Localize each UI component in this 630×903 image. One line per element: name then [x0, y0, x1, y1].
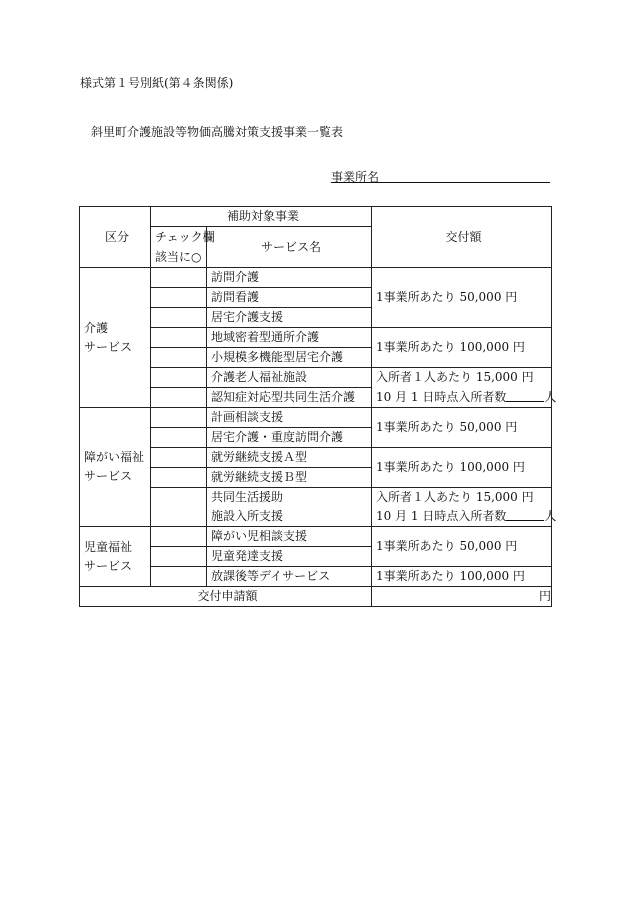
check-column-header	[151, 227, 215, 268]
check-cell[interactable]	[151, 388, 207, 408]
amount-cell: 入所者１人あたり 15,000 円	[372, 368, 552, 388]
resident-count-field[interactable]	[506, 389, 544, 402]
amount-cell: 1事業所あたり 100,000 円	[372, 567, 552, 587]
service-name: 居宅介護支援	[207, 308, 372, 328]
form-number: 様式第１号別紙(第４条関係)	[80, 76, 234, 90]
check-cell[interactable]	[151, 547, 207, 567]
category-label: サービス	[84, 469, 133, 483]
subsidy-table	[79, 206, 557, 607]
service-name: 訪問看護	[207, 288, 372, 308]
amount-cell: 入所者１人あたり 15,000 円	[372, 488, 552, 508]
check-cell[interactable]	[151, 448, 207, 468]
category-jido	[80, 527, 151, 587]
service-name: 共同生活援助	[207, 488, 372, 508]
target-business-header: 補助対象事業	[151, 207, 372, 227]
persons-unit: 人	[544, 509, 557, 523]
service-name: 計画相談支援	[207, 408, 372, 428]
service-name: 介護老人福祉施設	[207, 368, 372, 388]
service-name: 児童発達支援	[207, 547, 372, 567]
service-name: 障がい児相談支援	[207, 527, 372, 547]
amount-header: 交付額	[372, 207, 552, 268]
category-label: 障がい福祉	[84, 450, 145, 464]
check-cell[interactable]	[151, 527, 207, 547]
check-cell[interactable]	[151, 308, 207, 328]
category-label: サービス	[84, 339, 133, 354]
yen-unit: 円	[539, 589, 552, 603]
amount-cell: 1事業所あたり 50,000 円	[372, 527, 552, 567]
check-cell[interactable]	[151, 268, 207, 288]
total-amount-field[interactable]	[372, 587, 552, 607]
category-label: 児童福祉	[84, 539, 133, 554]
persons-unit: 人	[544, 389, 557, 404]
service-name: 訪問介護	[207, 268, 372, 288]
service-name-header: サービス名	[207, 227, 372, 268]
service-name: 施設入所支援	[207, 507, 372, 527]
amount-cell: 1事業所あたり 50,000 円	[372, 408, 552, 448]
check-cell[interactable]	[151, 567, 207, 587]
resident-count-label: 10 月 1 日時点入所者数	[376, 509, 507, 523]
resident-count-field[interactable]	[506, 508, 544, 521]
category-label: サービス	[84, 558, 133, 573]
check-cell[interactable]	[151, 328, 207, 348]
amount-cell: 1事業所あたり 50,000 円	[372, 268, 552, 328]
check-cell[interactable]	[151, 368, 207, 388]
resident-count-cell	[372, 507, 557, 527]
check-cell[interactable]	[151, 288, 207, 308]
category-kaigo	[80, 268, 151, 408]
service-name: 放課後等デイサービス	[207, 567, 372, 587]
total-label: 交付申請額	[80, 587, 372, 607]
check-cell[interactable]	[151, 428, 207, 448]
check-cell[interactable]	[151, 408, 207, 428]
office-name-label: 事業所名	[331, 170, 380, 184]
check-cell[interactable]	[151, 348, 207, 368]
check-cell[interactable]	[151, 488, 207, 527]
category-shogai	[80, 408, 151, 527]
service-name: 小規模多機能型居宅介護	[207, 348, 372, 368]
check-header-line1: チェック欄	[155, 230, 215, 244]
category-header: 区分	[80, 207, 151, 268]
service-name: 居宅介護・重度訪問介護	[207, 428, 372, 448]
service-name: 就労継続支援Ｂ型	[207, 468, 372, 488]
amount-cell: 1事業所あたり 100,000 円	[372, 448, 552, 488]
service-name: 認知症対応型共同生活介護	[207, 388, 372, 408]
service-name: 地域密着型通所介護	[207, 328, 372, 348]
check-header-line2: 該当に○	[155, 250, 202, 264]
service-name: 就労継続支援Ａ型	[207, 448, 372, 468]
check-cell[interactable]	[151, 468, 207, 488]
resident-count-cell	[372, 388, 557, 408]
document-title: 斜里町介護施設等物価高騰対策支援事業一覧表	[91, 125, 344, 139]
resident-count-label: 10 月 1 日時点入所者数	[376, 389, 507, 404]
office-name-field[interactable]	[331, 182, 550, 183]
amount-cell: 1事業所あたり 100,000 円	[372, 328, 552, 368]
category-label: 介護	[84, 320, 109, 335]
